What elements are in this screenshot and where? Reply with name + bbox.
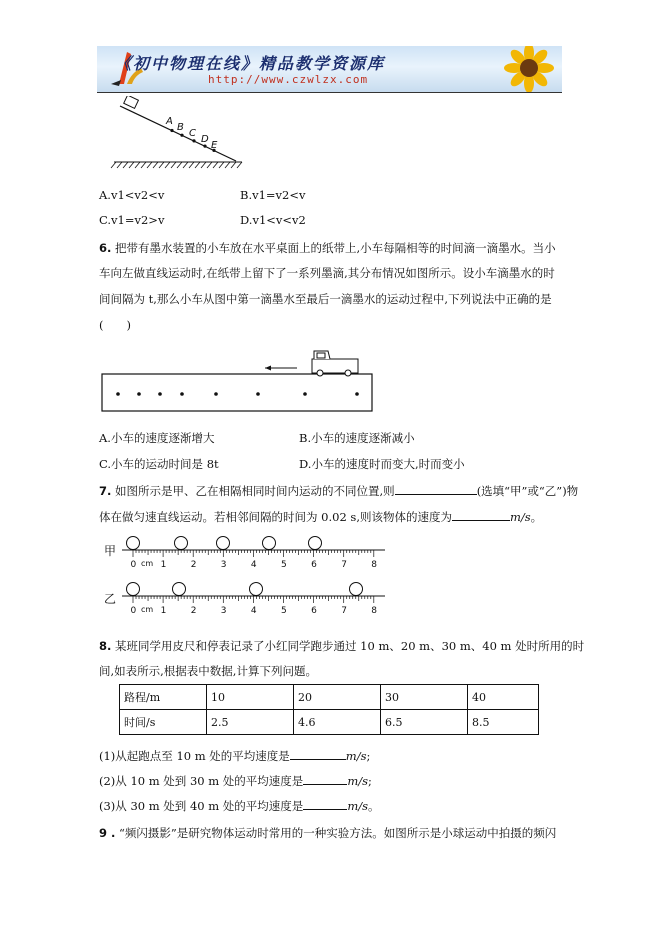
q8-unit-3: m/s: [347, 799, 368, 813]
ruler-tick-label: 3: [220, 560, 227, 570]
ruler-tick-label: 4: [250, 606, 257, 616]
ruler-tick-label: 7: [341, 560, 347, 570]
q8-line1: [99, 638, 584, 654]
table-cell: 30: [381, 685, 468, 710]
banner-url: http://www.czwlzx.com: [208, 73, 369, 86]
table-cell: 40: [468, 685, 539, 710]
q7-text-1b: (选填“甲”或“乙”)物: [476, 484, 579, 498]
sunflower-icon: [504, 46, 554, 92]
q8-sub1-text: (1)从起跑点至 10 m 处的平均速度是: [99, 749, 290, 763]
q8-blank-3[interactable]: [303, 798, 347, 810]
table-cell: 20: [294, 685, 381, 710]
slope-label-e: E: [211, 140, 218, 151]
data-table: [119, 684, 539, 735]
ruler-label-jia: 甲: [104, 544, 117, 558]
table-cell: 2.5: [207, 710, 294, 735]
q8-unit-1: m/s: [345, 749, 367, 763]
slope-label-c: C: [189, 128, 196, 139]
q9-line1: [99, 825, 556, 841]
q6-option-b: B.小车的速度逐渐减小: [299, 431, 415, 445]
q7-blank-2[interactable]: [452, 509, 510, 521]
table-cell: 4.6: [294, 710, 381, 735]
q5-option-c: C.v1=v2>v: [99, 213, 165, 227]
ruler-tick-label: 6: [311, 606, 317, 616]
q8-text-1: 某班同学用皮尺和停表记录了小红同学跑步通过 10 m、20 m、30 m、40 m 处时所用的时: [115, 639, 585, 653]
banner-title: 《初中物理在线》精品教学资源库: [115, 54, 386, 73]
q8-sub2: [99, 773, 372, 789]
q6-line3: 间间隔为 t,那么小车从图中第一滴墨水至最后一滴墨水的运动过程中,下列说法中正确的是: [99, 292, 552, 306]
slope-label-a: A: [166, 116, 173, 127]
q8-end-2: ;: [368, 774, 372, 788]
q6-number: 6.: [99, 241, 112, 255]
q7-blank-1[interactable]: [395, 483, 477, 495]
ruler-unit-bottom: cm: [141, 605, 154, 614]
q7-text-1a: 如图所示是甲、乙在相隔相同时间内运动的不同位置,则: [115, 484, 395, 498]
q8-end-3: 。: [368, 799, 380, 813]
slope-figure: [108, 96, 248, 172]
table-cell: 时间/s: [120, 710, 207, 735]
q7-text-2: 体在做匀速直线运动。若相邻间隔的时间为 0.02 s,则该物体的速度为: [99, 510, 452, 524]
q8-line2: 间,如表所示,根据表中数据,计算下列问题。: [99, 664, 317, 678]
q6-option-a: A.小车的速度逐渐增大: [99, 431, 215, 445]
ruler-figure: [100, 533, 390, 621]
q7-line1: [99, 483, 578, 499]
ruler-label-yi: 乙: [104, 592, 117, 606]
q7-number: 7.: [99, 484, 112, 498]
ruler-tick-label: 3: [220, 606, 227, 616]
q8-blank-1[interactable]: [290, 748, 346, 760]
ruler-unit-top: cm: [141, 559, 154, 568]
table-cell: 10: [207, 685, 294, 710]
ruler-tick-label: 2: [190, 560, 197, 570]
ruler-tick-label: 4: [250, 560, 257, 570]
tape-figure: [100, 344, 375, 414]
q6-option-d: D.小车的速度时而变大,时而变小: [299, 457, 465, 471]
q6-paren: ( ): [99, 318, 131, 332]
ruler-tick-label: 6: [311, 560, 317, 570]
ruler-tick-label: 5: [281, 560, 287, 570]
q8-blank-2[interactable]: [303, 773, 347, 785]
q6-line1: [99, 240, 556, 256]
ruler-tick-label: 2: [190, 606, 197, 616]
ruler-tick-label: 1: [160, 606, 167, 616]
truck-icon: [312, 351, 358, 376]
q8-sub3-text: (3)从 30 m 处到 40 m 处的平均速度是: [99, 799, 304, 813]
header-rule: [97, 92, 562, 93]
table-cell: 路程/m: [120, 685, 207, 710]
table-row: [120, 685, 539, 710]
q8-sub3: [99, 798, 380, 814]
q5-option-d: D.v1<v<v2: [240, 213, 306, 227]
q7-end: 。: [530, 510, 543, 524]
q8-unit-2: m/s: [347, 774, 368, 788]
slope-label-b: B: [177, 122, 184, 133]
q8-end-1: ;: [366, 749, 371, 763]
q5-option-b: B.v1=v2<v: [240, 188, 306, 202]
ruler-tick-label: 7: [341, 606, 347, 616]
slope-label-d: D: [201, 134, 209, 145]
q6-option-c: C.小车的运动时间是 8t: [99, 457, 219, 471]
table-row: [120, 710, 539, 735]
ruler-tick-label: 8: [371, 606, 378, 616]
table-cell: 6.5: [381, 710, 468, 735]
q9-number: 9 .: [99, 826, 116, 840]
q8-sub1: [99, 748, 370, 764]
ruler-tick-label: 1: [160, 560, 167, 570]
ruler-tick-label: 5: [281, 606, 287, 616]
q6-line2: 车向左做直线运动时,在纸带上留下了一系列墨滴,其分布情况如图所示。设小车滴墨水的时: [99, 266, 555, 280]
q6-text-1: 把带有墨水装置的小车放在水平桌面上的纸带上,小车每隔相等的时间滴一滴墨水。当小: [115, 241, 556, 255]
q9-text-1: “频闪摄影”是研究物体运动时常用的一种实验方法。如图所示是小球运动中拍摄的频闪: [119, 826, 557, 840]
q7-unit: m/s: [509, 510, 531, 524]
q8-number: 8.: [99, 639, 112, 653]
ruler-tick-label: 0: [130, 560, 137, 570]
q5-option-a: A.v1<v2<v: [99, 188, 165, 202]
ruler-tick-label: 8: [371, 560, 378, 570]
q7-line2: [99, 509, 542, 525]
table-cell: 8.5: [468, 710, 539, 735]
q8-sub2-text: (2)从 10 m 处到 30 m 处的平均速度是: [99, 774, 304, 788]
ruler-tick-label: 0: [130, 606, 137, 616]
